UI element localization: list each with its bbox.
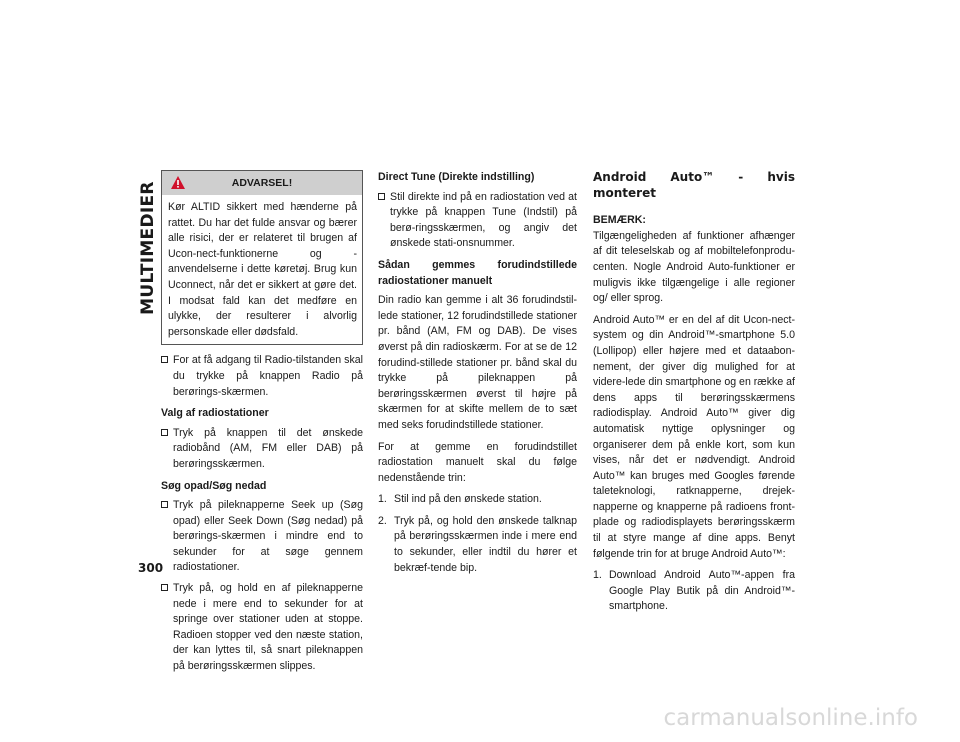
list-item bbox=[378, 190, 577, 252]
numbered-step bbox=[593, 568, 795, 615]
square-bullet-icon bbox=[161, 501, 168, 508]
list-item bbox=[161, 426, 363, 473]
list-item-text: Stil direkte ind på en radiostation ved at trykke på knappen Tune (Indstil) på berø-ringsskærmen, og angiv det ønskede stati-onsnummer. bbox=[390, 190, 577, 250]
list-item-text: For at få adgang til Radio-tilstanden skal du trykke på knappen Radio på berørings-skærmen. bbox=[173, 354, 363, 398]
numbered-step bbox=[378, 492, 577, 508]
subheading: Valg af radiostationer bbox=[161, 407, 269, 420]
paragraph: Din radio kan gemme i alt 36 forudindstil-lede stationer, 12 forudindstillede stationer pr. bånd (AM, FM og DAB). De vises øverst på din radioskærm. For at se de 12 forudind-stillede stationer pr. bånd skal du trykke på pileknappen på berøringsskærmen øverst til højre på skærmen for at skifte mellem de to sæt med seks forudindstillede stationer. bbox=[378, 294, 577, 431]
square-bullet-icon bbox=[161, 584, 168, 591]
warning-title: ADVARSEL! bbox=[231, 177, 293, 189]
paragraph: For at gemme en forudindstillet radiostation manuelt skal du følge nedenstående trin: bbox=[378, 440, 577, 484]
subheading: Direct Tune (Direkte indstilling) bbox=[378, 171, 535, 183]
section-heading: Android Auto™ - hvis monteret bbox=[593, 170, 795, 200]
square-bullet-icon bbox=[378, 193, 385, 200]
numbered-step bbox=[378, 514, 577, 576]
step-number: 1. bbox=[593, 569, 602, 582]
section-side-tab bbox=[137, 168, 159, 328]
step-number: 2. bbox=[378, 514, 387, 527]
square-bullet-icon bbox=[161, 429, 168, 436]
list-item bbox=[161, 581, 363, 675]
step-text: Download Android Auto™-appen fra Google Play Butik på din Android™-smartphone. bbox=[609, 569, 795, 613]
watermark: carmanualsonline.info bbox=[663, 705, 918, 731]
list-item-text: Tryk på pileknapperne Seek up (Søg opad) eller Seek Down (Søg nedad) på berørings-skærmen i mindre end to sekunder for at søge gennem radiostationer. bbox=[173, 499, 363, 574]
column-3 bbox=[593, 170, 795, 621]
list-item-text: Tryk på, og hold en af pileknapperne nede i mere end to sekunder for at springe over stationer uden at stoppe. Radioen stopper ved den næste station, der kan lyttes til, så snart pileknappen på berøringsskærmen slippes. bbox=[173, 582, 363, 673]
warning-header bbox=[162, 171, 362, 195]
column-1 bbox=[161, 170, 363, 680]
paragraph: Android Auto™ er en del af dit Ucon-nect-system og din Android™-smartphone 5.0 (Lollipop) eller højere med et dataabon-nement, der giver dig mulighed for at videre-lede din smartphone og en række af dens apps til berøringsskærmens radiodisplay. Android Auto™ giver dig automatisk nyttige oplysninger og organiserer dem på enkle kort, som kun vises, når det er nødvendigt. Android Auto™ kan bruges med Googles førende taleteknologi, ratknapperne, drejek-napperne og knapperne på radioens front-plade og radiodisplayets berøringsskærm til at styre mange af dine apps. Benyt følgende trin for at bruge Android Auto™: bbox=[593, 313, 795, 560]
column-2 bbox=[378, 170, 577, 582]
subheading: Sådan gemmes forudindstillede radiostationer manuelt bbox=[378, 258, 577, 287]
warning-box bbox=[161, 170, 363, 345]
list-item-text: Tryk på knappen til det ønskede radiobånd (AM, FM eller DAB) på berøringsskærmen. bbox=[173, 426, 363, 470]
list-item bbox=[161, 353, 363, 400]
warning-triangle-icon bbox=[170, 175, 186, 190]
note-text: Tilgængeligheden af funktioner afhænger af dit teleselskab og af mobiltelefonprodu-centen. Nogle Android Auto-funktioner er muligvis ikke tilgængelige i alle regioner og/ eller sprog. bbox=[593, 229, 795, 305]
subheading: Søg opad/Søg nedad bbox=[161, 479, 267, 492]
page-number: 300 bbox=[138, 561, 164, 575]
square-bullet-icon bbox=[161, 356, 168, 363]
list-item bbox=[161, 498, 363, 576]
step-text: Tryk på, og hold den ønskede talknap på berøringsskærmen inde i mere end to sekunder, eller indtil du hører et bekræf-tende bip. bbox=[394, 514, 577, 574]
note-label: BEMÆRK: bbox=[593, 214, 646, 227]
step-text: Stil ind på den ønskede station. bbox=[394, 493, 542, 506]
section-title-vertical: MULTIMEDIER bbox=[138, 181, 158, 315]
warning-text: Kør ALTID sikkert med hænderne på rattet. Du har det fulde ansvar og bærer alle risici, der er relateret til brugen af Ucon-nect-funktionerne og -anvendelserne i dette køretøj. Brug kun Uconnect, når det er sikkert at gøre det. I modsat fald kan det medføre en ulykke, der resulterer i alvorlig personskade eller dødsfald. bbox=[168, 201, 357, 338]
step-number: 1. bbox=[378, 493, 387, 506]
